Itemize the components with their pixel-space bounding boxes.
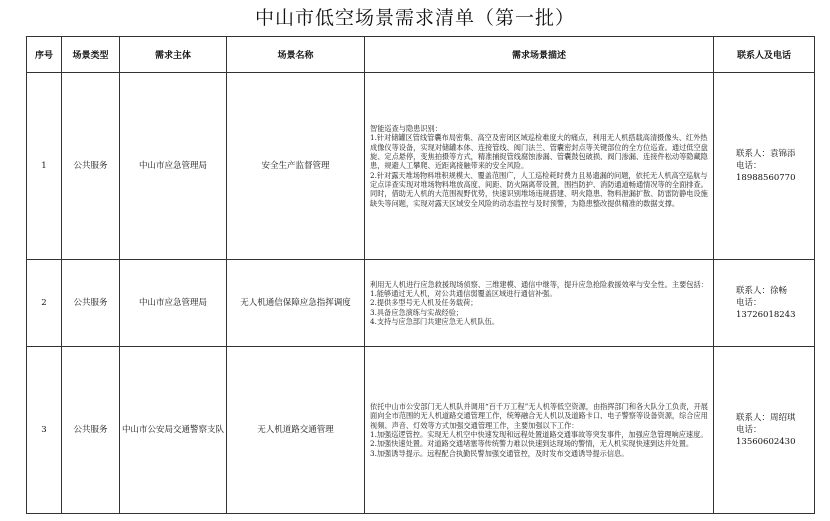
desc-line: 智能巡查与隐患识别： [370, 123, 442, 133]
contact-phone: 电话：13560602430 [736, 425, 796, 447]
row-no: 2 [27, 260, 62, 347]
contact-name: 联系人：周绍琪 [736, 413, 796, 423]
row-desc [365, 73, 714, 260]
header-contact: 联系人及电话 [714, 37, 815, 73]
row-subject: 中山市公安局交通警察支队 [120, 347, 227, 514]
header-desc: 需求场景描述 [365, 37, 714, 73]
header-subject: 需求主体 [120, 37, 227, 73]
demand-list-table [26, 36, 815, 514]
desc-line: 3.具备应急演练与实战经验； [370, 307, 464, 317]
row-no: 3 [27, 347, 62, 514]
row-subject: 中山市应急管理局 [120, 73, 227, 260]
desc-line: 1.加强巡逻管控。实现无人机空中快速发现和远程处置道路交通事故等突发事件，加强应急管理响应速度。 [370, 430, 708, 439]
page-title: 中山市低空场景需求清单（第一批） [254, 7, 575, 29]
row-scene: 无人机道路交通管理 [227, 347, 365, 514]
row-type: 公共服务 [62, 347, 120, 514]
table-row [27, 260, 815, 347]
contact-name: 联系人：徐畅 [736, 286, 788, 296]
table-row [27, 347, 815, 514]
contact-name: 联系人：袁锦添 [736, 149, 796, 159]
row-contact [714, 260, 815, 347]
row-type: 公共服务 [62, 260, 120, 347]
header-row [27, 37, 815, 73]
row-scene: 无人机通信保障应急指挥调度 [227, 260, 365, 347]
row-no: 1 [27, 73, 62, 260]
row-desc [365, 347, 714, 514]
contact-phone: 电话：18988560770 [736, 161, 796, 183]
desc-line: 1.能够通过无人机，对公共通信弱覆盖区域进行通信补强。 [370, 288, 557, 298]
contact-phone: 电话：13726018243 [736, 298, 796, 320]
desc-line: 2.针对露天堆场物料堆积规模大、覆盖范围广，人工巡检耗时费力且易遗漏的问题，依托无人机高空巡航与定点详查实现对堆场物料堆放高度、间距、防火隔离带设置，围挡防护、消防通道畅通情况等的全面排查。同时，借助无人机的大范围视野优势，快速识别堆场违规搭建、明火隐患、物料泄漏扩散、防雷防静电设施缺失等问题，实现对露天区域安全风险的动态监控与及时预警，为隐患整改提供精准的数据支撑。 [370, 170, 708, 208]
desc-line: 2.加强快速处置。对道路交通堵塞等传统警力难以快速到达现场的警情，无人机实现快速到达并处置。 [370, 439, 694, 449]
desc-line: 利用无人机进行应急救援现场侦察、三维建模、通信中继等，提升应急抢险救援效率与安全性。主要包括： [370, 279, 708, 289]
header-scene: 场景名称 [227, 37, 365, 73]
desc-line: 2.提供多型号无人机及任务载荷； [370, 298, 478, 308]
row-scene: 安全生产监督管理 [227, 73, 365, 260]
row-contact [714, 347, 815, 514]
desc-line: 3.加强诱导提示。远程配合执勤民警加强交通管控，及时发布交通诱导提示信息。 [370, 448, 629, 458]
desc-line: 依托中山市公安部门无人机队并调用“百千万工程”无人机等低空资源，由指挥部门和各大队分工负责，开展面向全市范围的无人机道路交通管理工作，统筹融合无人机以及道路卡口、电子警察等设备资源，综合应用视频、声音、灯效等方式加强交通管理工作，主要加强以下工作： [370, 401, 708, 430]
row-type: 公共服务 [62, 73, 120, 260]
desc-line: 1.针对储罐区管线管囊布局密集、高空及密闭区域巡检难度大的痛点，利用无人机搭载高清摄像头、红外热成像仪等设备，实现对储罐本体、连接管线、阀门法兰、管囊密封点等关键部位的全方位巡查。通过低空盘旋、定点悬停，变焦拍摄等方式，精准捕捉管线腐蚀渗漏、管囊鼓包破损、阀门渗漏、连接件松动等隐藏隐患，规避人工攀爬、近距离接触带来的安全风险。 [370, 133, 708, 171]
row-contact [714, 73, 815, 260]
desc-line: 4.支持与应急部门共建应急无人机队伍。 [370, 317, 500, 327]
row-desc [365, 260, 714, 347]
row-subject: 中山市应急管理局 [120, 260, 227, 347]
table-row [27, 73, 815, 260]
header-type: 场景类型 [62, 37, 120, 73]
header-no: 序号 [27, 37, 62, 73]
